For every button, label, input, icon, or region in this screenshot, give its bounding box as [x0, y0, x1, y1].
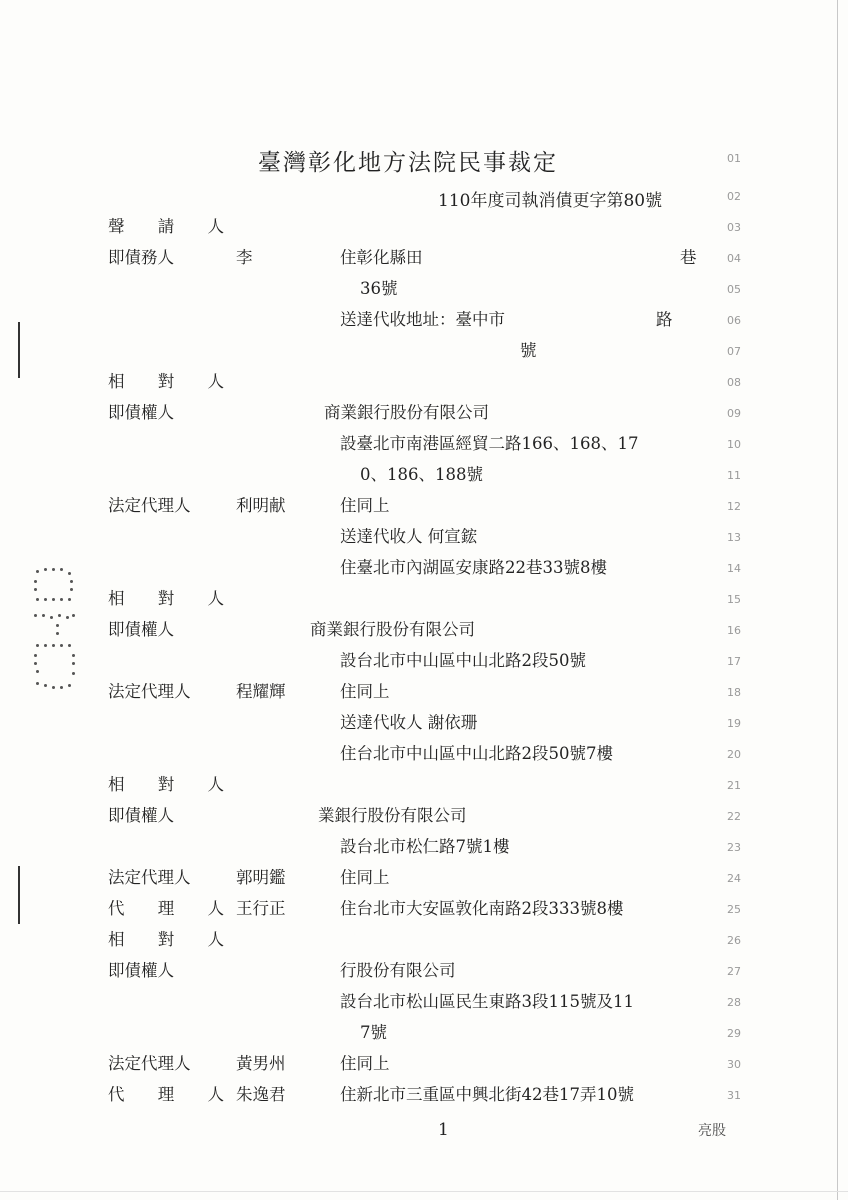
- line-number: 27: [727, 965, 741, 978]
- party-role-label: 代 理 人: [108, 899, 238, 918]
- line-number: 13: [727, 531, 741, 544]
- binding-hole-dot: [72, 614, 75, 617]
- binding-hole-dot: [72, 672, 75, 675]
- line-number: 28: [727, 996, 741, 1009]
- representative-address: 住同上: [340, 1054, 390, 1073]
- binding-hole-dot: [68, 684, 71, 687]
- binding-hole-dot: [52, 568, 55, 571]
- party-role-label: 相 對 人: [108, 930, 238, 949]
- party-role-label: 聲 請 人: [108, 217, 238, 236]
- agent-name: 朱逸君: [236, 1085, 286, 1104]
- party-role-label: 相 對 人: [108, 372, 238, 391]
- binding-hole-dot: [42, 614, 45, 617]
- binding-hole-dot: [44, 598, 47, 601]
- line-number: 24: [727, 872, 741, 885]
- line-number: 03: [727, 221, 741, 234]
- binding-hole-dot: [72, 654, 75, 657]
- creditor-address: 0、186、188號: [360, 465, 483, 484]
- binding-hole-dot: [60, 568, 63, 571]
- binding-hole-dot: [44, 684, 47, 687]
- creditor-address: 7號: [360, 1023, 387, 1042]
- line-number: 11: [727, 469, 741, 482]
- binding-hole-dot: [70, 580, 73, 583]
- creditor-address: 設台北市松山區民生東路3段115號及11: [340, 992, 634, 1011]
- line-number: 21: [727, 779, 741, 792]
- representative-address: 住同上: [340, 868, 390, 887]
- binding-hole-dot: [60, 598, 63, 601]
- line-number: 04: [727, 252, 741, 265]
- binding-hole-dot: [36, 598, 39, 601]
- binding-hole-dot: [66, 616, 69, 619]
- party-role-label: 即債權人: [108, 961, 174, 980]
- binding-hole-dot: [56, 624, 59, 627]
- binding-hole-dot: [68, 644, 71, 647]
- binding-hole-dot: [34, 662, 37, 665]
- party-role-label: 相 對 人: [108, 775, 238, 794]
- party-role-label: 即債權人: [108, 806, 174, 825]
- binding-hole-dot: [56, 632, 59, 635]
- binding-hole-dot: [68, 572, 71, 575]
- clerk-division-mark: 亮股: [698, 1123, 726, 1139]
- party-role-label: 法定代理人: [108, 682, 191, 701]
- line-number: 06: [727, 314, 741, 327]
- service-agent-address: 住台北市中山區中山北路2段50號7樓: [340, 744, 613, 763]
- representative-address: 住同上: [340, 682, 390, 701]
- creditor-name: 商業銀行股份有限公司: [310, 620, 475, 639]
- line-number: 14: [727, 562, 741, 575]
- party-role-label: 即債權人: [108, 620, 174, 639]
- representative-name: 利明献: [236, 496, 286, 515]
- service-agent-address: 住臺北市內湖區安康路22巷33號8樓: [340, 558, 607, 577]
- party-role-label: 法定代理人: [108, 868, 191, 887]
- line-number: 15: [727, 593, 741, 606]
- service-agent: 送達代收人 何宣鋐: [340, 527, 478, 546]
- party-role-label: 相 對 人: [108, 589, 238, 608]
- party-role-label: 代 理 人: [108, 1085, 238, 1104]
- binding-hole-dot: [52, 644, 55, 647]
- binding-hole-dot: [52, 686, 55, 689]
- line-number: 09: [727, 407, 741, 420]
- party-role-label: 法定代理人: [108, 1054, 191, 1073]
- binding-hole-dot: [70, 588, 73, 591]
- binding-line: [18, 866, 20, 924]
- scan-edge: [837, 0, 838, 1200]
- line-number: 10: [727, 438, 741, 451]
- line-number: 26: [727, 934, 741, 947]
- binding-hole-dot: [36, 570, 39, 573]
- representative-name: 郭明鑑: [236, 868, 286, 887]
- binding-line: [18, 322, 20, 378]
- representative-address: 住同上: [340, 496, 390, 515]
- line-number: 08: [727, 376, 741, 389]
- line-number: 19: [727, 717, 741, 730]
- line-number: 29: [727, 1027, 741, 1040]
- binding-hole-dot: [50, 616, 53, 619]
- creditor-name: 商業銀行股份有限公司: [324, 403, 489, 422]
- binding-hole-dot: [34, 580, 37, 583]
- binding-hole-dot: [72, 662, 75, 665]
- line-number: 22: [727, 810, 741, 823]
- creditor-name: 業銀行股份有限公司: [318, 806, 467, 825]
- line-number: 18: [727, 686, 741, 699]
- line-number: 12: [727, 500, 741, 513]
- scan-edge: [0, 1191, 848, 1192]
- binding-hole-dot: [58, 614, 61, 617]
- line-number: 30: [727, 1058, 741, 1071]
- binding-hole-dot: [36, 644, 39, 647]
- line-number: 20: [727, 748, 741, 761]
- binding-hole-dot: [60, 686, 63, 689]
- line-number: 05: [727, 283, 741, 296]
- binding-hole-dot: [34, 614, 37, 617]
- creditor-address: 設台北市中山區中山北路2段50號: [340, 651, 586, 670]
- line-number: 16: [727, 624, 741, 637]
- service-agent: 送達代收人 謝依珊: [340, 713, 478, 732]
- party-role-label: 即債權人: [108, 403, 174, 422]
- party-address: 36號: [360, 279, 398, 298]
- binding-hole-dot: [44, 568, 47, 571]
- creditor-address: 設台北市松仁路7號1樓: [340, 837, 510, 856]
- binding-hole-dot: [34, 654, 37, 657]
- party-role-label: 法定代理人: [108, 496, 191, 515]
- binding-hole-dot: [60, 644, 63, 647]
- line-number: 17: [727, 655, 741, 668]
- page-number: 1: [438, 1120, 449, 1140]
- binding-hole-marks: [32, 566, 78, 696]
- representative-name: 程耀輝: [236, 682, 286, 701]
- agent-name: 王行正: [236, 899, 286, 918]
- line-number: 01: [727, 152, 741, 165]
- binding-hole-dot: [44, 644, 47, 647]
- line-number: 07: [727, 345, 741, 358]
- binding-hole-dot: [34, 588, 37, 591]
- line-number: 23: [727, 841, 741, 854]
- service-address-tail: 路: [656, 310, 673, 329]
- party-address-tail: 巷: [680, 248, 697, 267]
- binding-hole-dot: [36, 682, 39, 685]
- case-number: 110年度司執消債更字第80號: [438, 191, 663, 211]
- service-address: 送達代收地址：臺中市: [340, 310, 505, 329]
- creditor-name: 行股份有限公司: [340, 961, 456, 980]
- binding-hole-dot: [68, 598, 71, 601]
- creditor-address: 設臺北市南港區經貿二路166、168、17: [340, 434, 639, 453]
- line-number: 25: [727, 903, 741, 916]
- party-address: 住彰化縣田: [340, 248, 423, 267]
- document-title: 臺灣彰化地方法院民事裁定: [258, 150, 558, 176]
- agent-address: 住新北市三重區中興北街42巷17弄10號: [340, 1085, 634, 1104]
- binding-hole-dot: [36, 670, 39, 673]
- line-number: 02: [727, 190, 741, 203]
- binding-hole-dot: [52, 598, 55, 601]
- service-address: 號: [520, 341, 537, 360]
- agent-address: 住台北市大安區敦化南路2段333號8樓: [340, 899, 624, 918]
- party-role-label: 即債務人: [108, 248, 174, 267]
- party-name: 李: [236, 248, 253, 267]
- representative-name: 黃男州: [236, 1054, 286, 1073]
- line-number: 31: [727, 1089, 741, 1102]
